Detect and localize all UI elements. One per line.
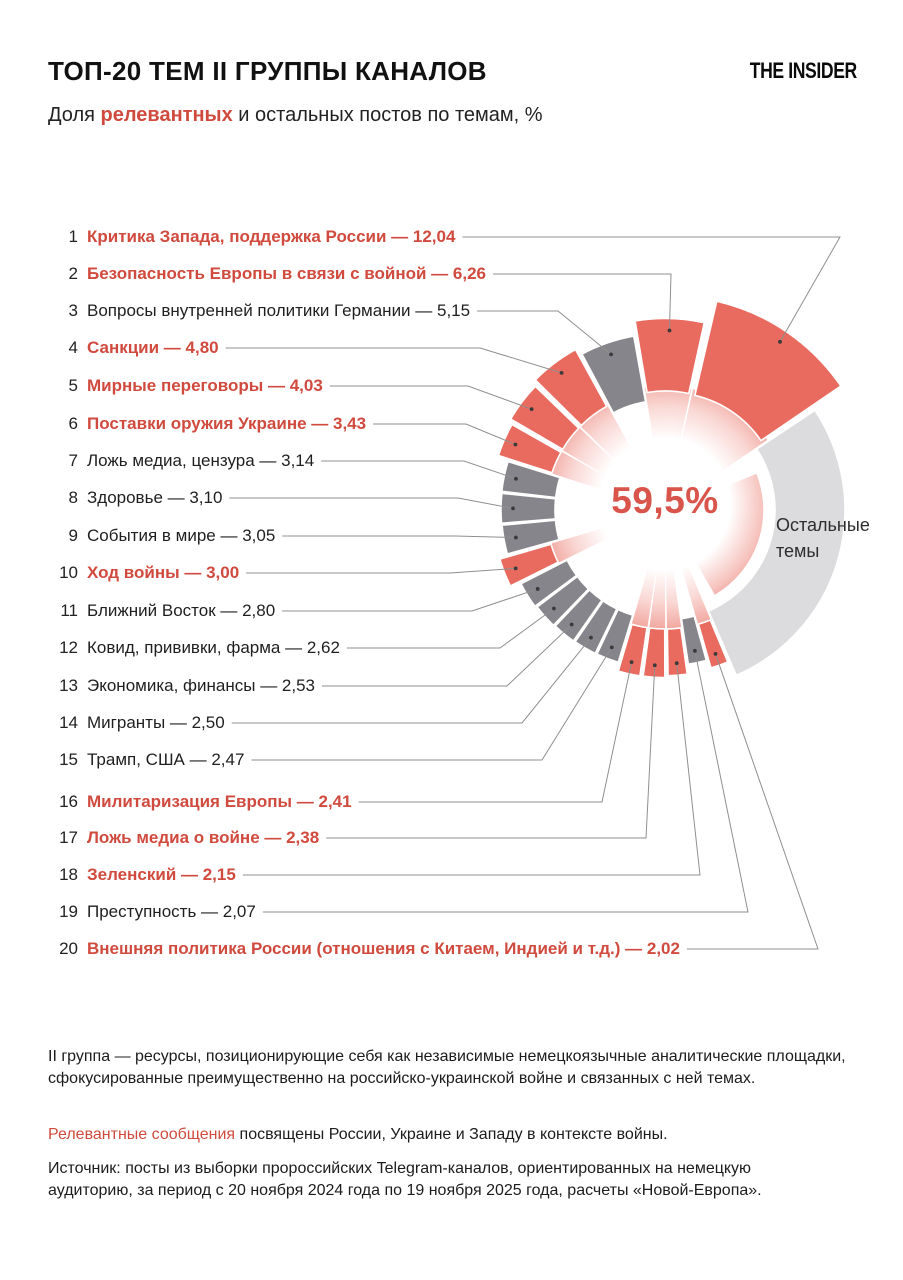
leader-dot-12 (552, 607, 556, 611)
leader-dot-14 (589, 636, 593, 640)
leader-line-11 (282, 589, 537, 611)
legend-item-8 (68, 486, 223, 509)
leader-dot-10 (514, 566, 518, 570)
leader-dot-2 (668, 329, 672, 333)
legend-item-9 (68, 524, 276, 547)
legend-label: Ложь медиа о войне — 2,38 (87, 828, 320, 847)
legend-label: Экономика, финансы — 2,53 (87, 676, 316, 695)
leader-line-8 (229, 498, 513, 508)
legend-item-17 (59, 826, 320, 849)
footnote-source: Источник: посты из выборки пророссийских Telegram-каналов, ориентированных на немецкую аудиторию, за период с 20 ноября 2024 года по 19 ноября 2025 года, расчеты «Новой-Европа». (48, 1160, 762, 1200)
legend-item-18 (59, 863, 236, 886)
legend-item-12 (59, 636, 340, 659)
leader-line-5 (330, 386, 532, 409)
legend-label: Вопросы внутренней политики Германии — 5,15 (87, 301, 471, 320)
legend-label: Санкции — 4,80 (87, 338, 219, 357)
legend-item-3 (68, 299, 471, 322)
subtitle-suffix: и остальных постов по темам, % (232, 104, 543, 126)
legend-item-13 (59, 674, 316, 697)
legend-rank: 16 (59, 792, 78, 811)
legend-item-14 (59, 711, 225, 734)
legend-item-2 (68, 262, 486, 285)
legend-rank: 14 (59, 713, 78, 732)
legend-item-10 (59, 561, 240, 584)
leader-line-16 (359, 662, 632, 802)
legend-label: Безопасность Европы в связи с войной — 6,26 (87, 264, 486, 283)
legend-rank: 7 (68, 451, 78, 470)
leader-line-12 (347, 608, 554, 648)
legend-rank: 8 (68, 488, 78, 507)
leader-dot-7 (514, 477, 518, 481)
leader-line-15 (251, 647, 611, 760)
page-title: ТОП-20 ТЕМ II ГРУППЫ КАНАЛОВ (48, 56, 487, 86)
leader-line-13 (322, 625, 572, 686)
legend-label: Мирные переговоры — 4,03 (87, 376, 323, 395)
leader-line-6 (373, 424, 515, 444)
footnote-relevant-highlight: Релевантные сообщения (48, 1126, 236, 1143)
legend-label: Трамп, США — 2,47 (87, 750, 245, 769)
leader-dot-8 (511, 507, 515, 511)
legend-label: Милитаризация Европы — 2,41 (87, 792, 352, 811)
slice-topic-8 (501, 493, 556, 523)
legend-label: Критика Запада, поддержка России — 12,04 (87, 227, 456, 246)
other-topics-label: Остальные темы (776, 515, 870, 562)
legend-rank: 3 (68, 301, 78, 320)
leader-dot-13 (570, 623, 574, 627)
leader-line-7 (321, 461, 516, 479)
legend-label: Мигранты — 2,50 (87, 713, 225, 732)
legend-rank: 2 (68, 264, 78, 283)
legend-label: Ход войны — 3,00 (87, 563, 240, 582)
leader-dot-3 (609, 352, 613, 356)
legend-rank: 17 (59, 828, 78, 847)
footnote-relevant-definition (48, 1124, 668, 1146)
legend-item-4 (68, 336, 219, 359)
leader-line-9 (282, 536, 516, 538)
legend-rank: 10 (59, 563, 78, 582)
leader-dot-17 (653, 663, 657, 667)
legend-rank: 1 (68, 227, 78, 246)
leader-dot-18 (675, 661, 679, 665)
leader-dot-19 (693, 649, 697, 653)
legend-rank: 12 (59, 638, 78, 657)
legend-rank: 11 (60, 601, 78, 620)
leader-dot-16 (630, 660, 634, 664)
leader-line-10 (246, 568, 516, 573)
legend-item-7 (68, 449, 315, 472)
legend-item-5 (68, 374, 323, 397)
leader-line-20 (687, 654, 818, 949)
legend-item-11 (60, 599, 276, 622)
footnote-relevant-text: посвящены России, Украине и Западу в контексте войны. (235, 1126, 668, 1143)
legend-rank: 5 (68, 376, 78, 395)
legend-rank: 15 (59, 750, 78, 769)
leader-dot-15 (610, 645, 614, 649)
subtitle-prefix: Доля (48, 104, 101, 126)
leader-dot-9 (514, 536, 518, 540)
leader-dot-1 (778, 340, 782, 344)
legend-item-15 (59, 748, 245, 771)
leader-line-4 (226, 348, 562, 373)
legend-rank: 20 (59, 939, 78, 958)
subtitle-highlight-relevant: релевантных (100, 104, 233, 126)
chart-center-value: 59,5% (611, 480, 719, 521)
leader-line-3 (477, 311, 611, 354)
legend-label: Здоровье — 3,10 (87, 488, 223, 507)
leader-line-19 (263, 651, 748, 912)
legend-item-19 (59, 900, 256, 923)
legend-rank: 13 (59, 676, 78, 695)
legend-label: Внешняя политика России (отношения с Китаем, Индией и т.д.) — 2,02 (87, 939, 680, 958)
leader-dot-5 (530, 407, 534, 411)
legend-rank: 19 (59, 902, 78, 921)
legend-item-1 (68, 225, 456, 248)
legend-rank: 9 (68, 526, 78, 545)
legend-label: Ложь медиа, цензура — 3,14 (87, 451, 315, 470)
leader-dot-4 (560, 371, 564, 375)
brand-logo: THE INSIDER (749, 58, 857, 83)
legend-item-6 (68, 412, 367, 435)
legend-label: Преступность — 2,07 (87, 902, 256, 921)
legend-rank: 18 (59, 865, 78, 884)
legend-label: Ближний Восток — 2,80 (87, 601, 276, 620)
legend-label: Зеленский — 2,15 (87, 865, 236, 884)
footnote-group-definition: II группа — ресурсы, позиционирующие себя как независимые немецкоязычные аналитические площадки, сфокусированные преимущественно на российско-украинской войне и связанных с ней темах. (48, 1048, 846, 1088)
legend-item-20 (59, 937, 680, 960)
legend-label: Ковид, прививки, фарма — 2,62 (87, 638, 340, 657)
legend-rank: 6 (68, 414, 78, 433)
leader-dot-6 (514, 443, 518, 447)
leader-dot-11 (536, 587, 540, 591)
legend-label: События в мире — 3,05 (87, 526, 276, 545)
leader-dot-20 (714, 652, 718, 656)
leader-line-17 (326, 665, 655, 838)
legend-rank: 4 (68, 338, 78, 357)
legend-item-16 (59, 790, 352, 813)
legend-label: Поставки оружия Украине — 3,43 (87, 414, 367, 433)
